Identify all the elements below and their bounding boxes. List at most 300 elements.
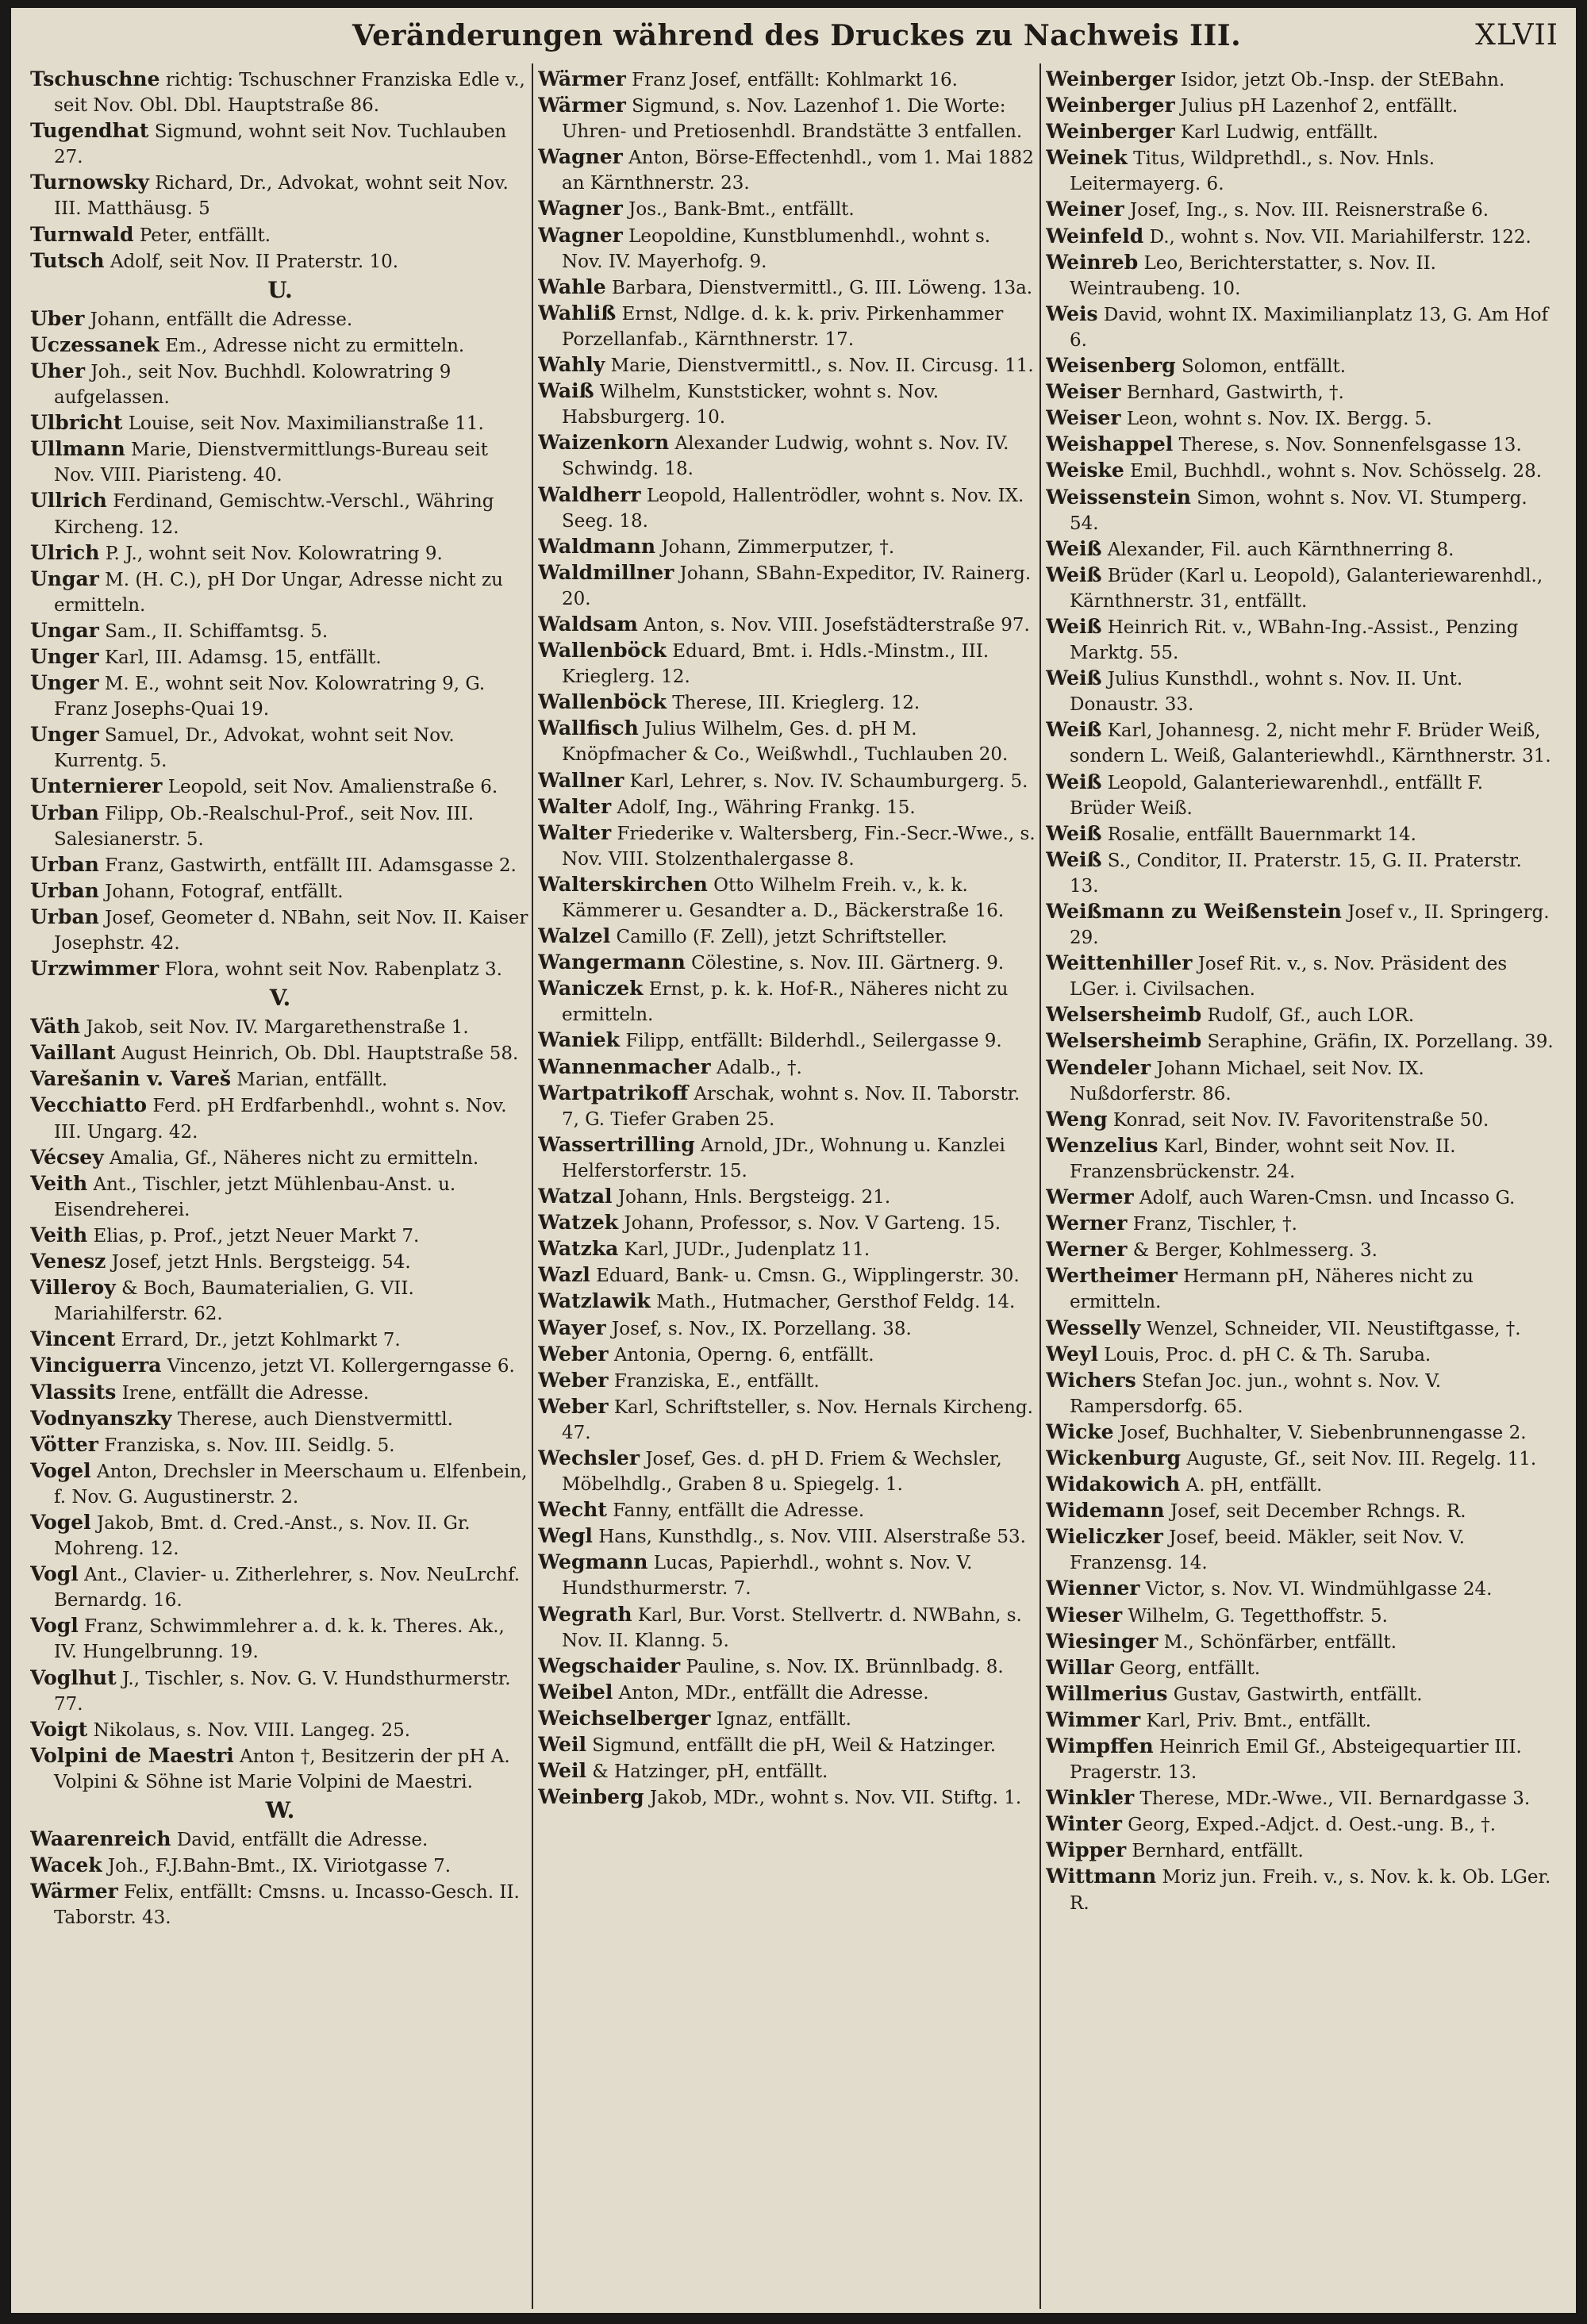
directory-entry — [538, 196, 1036, 222]
directory-entry — [538, 482, 1036, 534]
directory-entry — [30, 1093, 530, 1144]
column-1 — [30, 67, 530, 2308]
entry-details: Josef, jetzt Hnls. Bergsteigg. 54. — [111, 1252, 411, 1273]
entry-details: Josef Rit. v., s. Nov. Präsident des LGer. i. Civilsachen. — [1070, 954, 1508, 1001]
entry-details: Wilhelm, G. Tegetthoffstr. 5. — [1128, 1605, 1388, 1627]
entry-details: David, entfällt die Adresse. — [176, 1830, 428, 1850]
entry-details: Josef, Geometer d. NBahn, seit Nov. II. Kaiser Josephstr. 42. — [54, 907, 528, 954]
entry-details: Isidor, jetzt Ob.-Insp. der StEBahn. — [1181, 70, 1505, 90]
entry-details: Sigmund, entfällt die pH, Weil & Hatzinger. — [592, 1735, 997, 1756]
directory-entry — [1046, 847, 1554, 899]
entry-details: Em., Adresse nicht zu ermitteln. — [165, 335, 465, 356]
entry-details: Josef, Ges. d. pH D. Friem & Wechsler, Möbelhdlg., Graben 8 u. Spiegelg. 1. — [562, 1448, 1002, 1496]
directory-entry — [538, 976, 1036, 1028]
entry-details: Bernhard, entfällt. — [1132, 1841, 1304, 1862]
entry-details: & Boch, Baumaterialien, G. VII. Mariahilferstr. 62. — [54, 1278, 414, 1325]
entry-details: Titus, Wildprethdl., s. Nov. Hnls. Leitermayerg. 6. — [1070, 148, 1435, 195]
directory-entry — [538, 1368, 1036, 1394]
entry-details: Joh., F.J.Bahn-Bmt., IX. Viriotgasse 7. — [107, 1856, 452, 1877]
entry-surname: Wieser — [1046, 1603, 1123, 1627]
entry-surname: Wazl — [538, 1263, 590, 1287]
directory-entry — [30, 1380, 530, 1406]
entry-surname: Weinfeld — [1046, 224, 1144, 248]
entry-details: Karl Ludwig, entfällt. — [1181, 122, 1378, 144]
entry-details: Louis, Proc. d. pH C. & Th. Saruba. — [1104, 1344, 1431, 1366]
directory-entry — [1046, 770, 1554, 821]
entry-details: Friederike v. Waltersberg, Fin.-Secr.-Wwe., s. Nov. VIII. Stolzenthalergasse 8. — [562, 823, 1036, 870]
entry-surname: Weiß — [1046, 563, 1102, 586]
directory-entry — [1046, 1681, 1554, 1707]
directory-entry — [538, 144, 1036, 196]
entry-surname: Wipper — [1046, 1838, 1127, 1862]
entry-surname: Wittmann — [1046, 1865, 1157, 1888]
directory-entry — [538, 378, 1036, 430]
entry-surname: Väth — [30, 1015, 81, 1039]
entry-surname: Wacek — [30, 1853, 102, 1877]
page-number: XLVII — [1475, 19, 1558, 52]
entry-surname: Weng — [1046, 1107, 1108, 1131]
entry-surname: Weiß — [1046, 614, 1102, 638]
entry-details: Therese, III. Krieglerg. 12. — [672, 693, 920, 714]
entry-surname: Wermer — [1046, 1185, 1134, 1209]
entry-details: Ant., Tischler, jetzt Mühlenbau-Anst. u. Eisendreherei. — [54, 1174, 456, 1220]
entry-details: Eduard, Bmt. i. Hdls.-Minstm., III. Krieglerg. 12. — [562, 641, 989, 688]
entry-details: Jakob, seit Nov. IV. Margarethenstraße 1. — [86, 1017, 469, 1039]
directory-entry — [1046, 250, 1554, 302]
entry-surname: Ulbricht — [30, 411, 123, 435]
directory-entry — [538, 67, 1036, 93]
directory-entry — [538, 223, 1036, 275]
entry-details: Peter, entfällt. — [139, 225, 271, 246]
directory-entry — [30, 436, 530, 488]
directory-entry — [538, 1732, 1036, 1758]
entry-details: Camillo (F. Zell), jetzt Schriftsteller. — [616, 927, 947, 948]
entry-details: Hermann pH, Näheres nicht zu ermitteln. — [1070, 1266, 1474, 1313]
directory-entry — [30, 410, 530, 436]
entry-details: Ferd. pH Erdfarbenhdl., wohnt s. Nov. III. Ungarg. 42. — [54, 1096, 507, 1143]
section-letter: W. — [265, 1797, 295, 1823]
directory-entry — [1046, 67, 1554, 93]
entry-details: Franz Josef, entfällt: Kohlmarkt 16. — [632, 70, 958, 90]
entry-details: Anton, Börse-Effectenhdl., vom 1. Mai 1882 an Kärnthnerstr. 23. — [562, 148, 1034, 194]
directory-entry — [30, 67, 530, 118]
directory-entry — [538, 1602, 1036, 1654]
entry-surname: Weinek — [1046, 146, 1128, 170]
entry-surname: Wallenböck — [538, 690, 667, 714]
directory-entry — [1046, 119, 1554, 145]
entry-surname: Weiß — [1046, 770, 1102, 793]
entry-surname: Vaillant — [30, 1041, 116, 1065]
directory-entry — [30, 222, 530, 248]
entry-details: Errard, Dr., jetzt Kohlmarkt 7. — [121, 1330, 401, 1351]
entry-surname: Waniek — [538, 1028, 621, 1052]
directory-entry — [538, 275, 1036, 301]
directory-entry — [538, 1184, 1036, 1210]
entry-surname: Wannenmacher — [538, 1054, 711, 1078]
entry-surname: Veith — [30, 1223, 88, 1247]
directory-entry — [1046, 1237, 1554, 1263]
entry-details: Math., Hutmacher, Gersthof Feldg. 14. — [656, 1292, 1016, 1313]
entry-details: Emil, Buchhdl., wohnt s. Nov. Schösselg. 28. — [1130, 461, 1543, 482]
directory-entry — [538, 93, 1036, 144]
entry-details: P. J., wohnt seit Nov. Kolowratring 9. — [105, 543, 443, 564]
entry-details: Louise, seit Nov. Maximilianstraße 11. — [128, 413, 484, 435]
entry-details: Georg, entfällt. — [1119, 1658, 1261, 1679]
entry-surname: Urban — [30, 905, 99, 928]
entry-details: Josef, Buchhalter, V. Siebenbrunnengasse 2. — [1119, 1422, 1527, 1443]
entry-details: Josef, Ing., s. Nov. III. Reisnerstraße 6. — [1130, 200, 1489, 221]
entry-surname: Urban — [30, 852, 99, 876]
entry-details: Heinrich Rit. v., WBahn-Ing.-Assist., Penzing Marktg. 55. — [1070, 617, 1519, 664]
entry-surname: Weinberger — [1046, 94, 1175, 117]
entry-details: Franz, Gastwirth, entfällt III. Adamsgasse 2. — [105, 855, 517, 876]
directory-entry — [30, 567, 530, 618]
entry-details: S., Conditor, II. Praterstr. 15, G. II. Praterstr. 13. — [1070, 850, 1522, 897]
directory-entry — [1046, 379, 1554, 405]
entry-details: Wilhelm, Kunststicker, wohnt s. Nov. Habsburgerg. 10. — [562, 382, 940, 428]
entry-surname: Turnwald — [30, 222, 134, 246]
page-title: Veränderungen während des Druckes zu Nachweis III. — [352, 19, 1242, 52]
entry-surname: Weisenberg — [1046, 354, 1176, 378]
directory-entry — [538, 1784, 1036, 1811]
entry-details: Anton †, Besitzerin der pH A. Volpini & Söhne ist Marie Volpini de Maestri. — [54, 1746, 510, 1792]
directory-entry — [538, 1758, 1036, 1784]
directory-entry — [30, 801, 530, 852]
directory-entry — [1046, 1498, 1554, 1524]
directory-entry — [30, 1879, 530, 1930]
entry-details: Gustav, Gastwirth, entfällt. — [1173, 1684, 1423, 1705]
entry-surname: Wegschaider — [538, 1654, 681, 1677]
directory-entry — [1046, 1864, 1554, 1915]
directory-entry — [1046, 145, 1554, 197]
entry-surname: Vinciguerra — [30, 1354, 162, 1377]
entry-details: Ernst, p. k. k. Hof-R., Näheres nicht zu ermitteln. — [562, 979, 1009, 1026]
directory-entry — [1046, 1811, 1554, 1838]
entry-surname: Weis — [1046, 302, 1098, 325]
entry-surname: Urzwimmer — [30, 957, 159, 981]
entry-surname: Wegrath — [538, 1602, 632, 1626]
entry-details: Johann, Professor, s. Nov. V Garteng. 15. — [624, 1213, 1001, 1235]
entry-details: Hans, Kunsthdlg., s. Nov. VIII. Alserstraße 53. — [598, 1527, 1026, 1548]
entry-details: Flora, wohnt seit Nov. Rabenplatz 3. — [164, 959, 502, 981]
entry-surname: Vogl — [30, 1614, 79, 1638]
directory-entry — [30, 1743, 530, 1795]
entry-details: Jakob, MDr., wohnt s. Nov. VII. Stiftg. 1. — [649, 1788, 1022, 1809]
entry-surname: Tutsch — [30, 248, 105, 272]
entry-surname: Wahle — [538, 275, 606, 298]
directory-entry — [1046, 458, 1554, 484]
entry-surname: Wegl — [538, 1524, 593, 1548]
directory-entry — [1046, 405, 1554, 432]
directory-entry — [30, 1717, 530, 1743]
directory-entry — [1046, 1185, 1554, 1211]
entry-surname: Weiß — [1046, 536, 1102, 560]
entry-surname: Villeroy — [30, 1276, 116, 1300]
entry-surname: Wesselly — [1046, 1316, 1141, 1339]
entry-surname: Varešanin v. Vareš — [30, 1067, 232, 1091]
entry-details: Karl, Binder, wohnt seit Nov. II. Franzensbrückenstr. 24. — [1070, 1135, 1456, 1182]
entry-surname: Weinreb — [1046, 250, 1139, 274]
entry-details: Felix, entfällt: Cmsns. u. Incasso-Gesch. II. Taborstr. 43. — [54, 1882, 520, 1929]
entry-surname: Waizenkorn — [538, 431, 670, 455]
entry-surname: Unger — [30, 671, 99, 695]
entry-surname: Ungar — [30, 567, 99, 590]
entry-details: Ignaz, entfällt. — [716, 1708, 851, 1730]
directory-page — [11, 8, 1576, 2313]
entry-details: Vincenzo, jetzt VI. Kollergerngasse 6. — [167, 1356, 515, 1377]
entry-details: Jakob, Bmt. d. Cred.-Anst., s. Nov. II. Gr. Mohreng. 12. — [54, 1512, 471, 1560]
entry-details: Johann Michael, seit Nov. IX. Nußdorferstr. 86. — [1070, 1058, 1424, 1104]
entry-surname: Ungar — [30, 618, 99, 642]
directory-entry — [538, 1680, 1036, 1706]
entry-details: Josef v., II. Springerg. 29. — [1070, 902, 1550, 949]
directory-entry — [1046, 302, 1554, 353]
entry-details: Jos., Bank-Bmt., entfällt. — [628, 199, 855, 221]
entry-surname: Wagner — [538, 145, 623, 169]
directory-entry — [538, 352, 1036, 378]
entry-surname: Waniczek — [538, 977, 644, 1001]
entry-details: Therese, MDr.-Wwe., VII. Bernardgasse 3. — [1139, 1788, 1531, 1810]
entry-details: Leopold, seit Nov. Amalienstraße 6. — [167, 777, 498, 798]
entry-surname: Walzel — [538, 924, 611, 948]
entry-details: Barbara, Dienstvermittl., G. III. Löweng. 13a. — [612, 277, 1033, 298]
directory-entry — [538, 612, 1036, 638]
entry-surname: Tschuschne — [30, 67, 160, 90]
entry-details: Amalia, Gf., Näheres nicht zu ermitteln. — [110, 1147, 479, 1169]
entry-surname: Wegmann — [538, 1550, 648, 1574]
entry-surname: Uczessanek — [30, 332, 159, 356]
directory-entry — [1046, 899, 1554, 951]
entry-surname: Urban — [30, 878, 99, 902]
entry-surname: Watzek — [538, 1211, 619, 1235]
entry-surname: Welsersheimb — [1046, 1029, 1202, 1053]
entry-surname: Wärmer — [30, 1880, 118, 1903]
entry-surname: Weiß — [1046, 666, 1102, 690]
entry-details: Lucas, Papierhdl., wohnt s. Nov. V. Hundsthurmerstr. 7. — [562, 1553, 973, 1600]
directory-entry — [30, 248, 530, 275]
entry-details: Fanny, entfällt die Adresse. — [613, 1500, 865, 1522]
entry-surname: Wichers — [1046, 1368, 1136, 1392]
entry-surname: Welsersheimb — [1046, 1003, 1202, 1027]
entry-details: Johann, Zimmerputzer, †. — [661, 536, 895, 558]
entry-surname: Wallfisch — [538, 716, 639, 740]
directory-entry — [30, 1613, 530, 1665]
directory-entry — [538, 1497, 1036, 1523]
directory-entry — [1046, 536, 1554, 563]
entry-surname: Tugendhat — [30, 119, 149, 143]
directory-entry — [30, 1432, 530, 1458]
directory-entry — [1046, 485, 1554, 536]
directory-entry — [1046, 1342, 1554, 1368]
entry-details: Konrad, seit Nov. IV. Favoritenstraße 50. — [1112, 1109, 1489, 1131]
directory-entry — [30, 1665, 530, 1717]
directory-entry — [1046, 1107, 1554, 1133]
entry-details: Marian, entfällt. — [236, 1070, 388, 1091]
entry-details: Irene, entfällt die Adresse. — [121, 1382, 370, 1404]
entry-details: Karl, Johannesg. 2, nicht mehr F. Brüder Weiß, sondern L. Weiß, Galanteriewhdl., Kärnthnerstr. 31. — [1070, 720, 1551, 767]
directory-entry — [538, 1210, 1036, 1236]
directory-entry — [30, 1853, 530, 1879]
entry-details: Josef, seit December Rchngs. R. — [1170, 1501, 1466, 1523]
directory-entry — [1046, 821, 1554, 847]
directory-entry — [30, 1040, 530, 1066]
entry-details: Julius Wilhelm, Ges. d. pH M. Knöpfmacher & Co., Weißwhdl., Tuchlauben 20. — [562, 719, 1009, 766]
directory-entry — [1046, 717, 1554, 769]
entry-details: Therese, auch Dienstvermittl. — [177, 1408, 453, 1430]
entry-surname: Voigt — [30, 1717, 88, 1741]
entry-surname: Waiß — [538, 379, 594, 403]
directory-entry — [30, 644, 530, 670]
directory-entry — [538, 1446, 1036, 1497]
entry-details: Arnold, JDr., Wohnung u. Kanzlei Helferstorferstr. 15. — [562, 1135, 1005, 1181]
entry-surname: Wayer — [538, 1316, 606, 1339]
directory-entry — [30, 1510, 530, 1561]
directory-entry — [1046, 1629, 1554, 1655]
entry-details: Joh., seit Nov. Buchhdl. Kolowratring 9 aufgelassen. — [54, 361, 452, 409]
entry-surname: Walter — [538, 794, 612, 818]
entry-surname: Vötter — [30, 1432, 98, 1456]
directory-entry — [30, 1353, 530, 1379]
entry-surname: Vodnyanszky — [30, 1406, 172, 1430]
directory-entry — [1046, 1316, 1554, 1342]
entry-surname: Weiser — [1046, 380, 1121, 404]
entry-details: Rudolf, Gf., auch LOR. — [1207, 1005, 1415, 1027]
entry-details: Pauline, s. Nov. IX. Brünnlbadg. 8. — [686, 1656, 1004, 1677]
entry-details: Franz, Tischler, †. — [1132, 1214, 1297, 1235]
entry-details: Samuel, Dr., Advokat, wohnt seit Nov. Kurrentg. 5. — [54, 725, 455, 772]
entry-details: Johann, Hnls. Bergsteigg. 21. — [617, 1187, 891, 1208]
directory-entry — [538, 716, 1036, 767]
entry-surname: Uber — [30, 306, 85, 330]
entry-surname: Vlassits — [30, 1380, 117, 1404]
entry-details: Elias, p. Prof., jetzt Neuer Markt 7. — [93, 1225, 420, 1247]
directory-entry — [538, 820, 1036, 872]
entry-surname: Wahly — [538, 353, 605, 377]
directory-entry — [1046, 197, 1554, 223]
directory-entry — [538, 1316, 1036, 1342]
entry-surname: Vogel — [30, 1458, 91, 1482]
entry-details: Leopold, Galanteriewarenhdl., entfällt F. Brüder Weiß. — [1070, 772, 1484, 819]
entry-details: Filipp, entfällt: Bilderhdl., Seilergasse 9. — [625, 1031, 1002, 1052]
entry-surname: Veith — [30, 1171, 88, 1195]
section-letter: V. — [269, 985, 291, 1012]
entry-details: Richard, Dr., Advokat, wohnt seit Nov. III. Matthäusg. 5 — [54, 173, 509, 220]
entry-surname: Weber — [538, 1394, 609, 1418]
directory-entry — [538, 1706, 1036, 1732]
entry-details: Karl, JUDr., Judenplatz 11. — [624, 1239, 870, 1261]
entry-surname: Werner — [1046, 1238, 1128, 1262]
entry-details: Leopoldine, Kunstblumenhdl., wohnt s. Nov. IV. Mayerhofg. 9. — [562, 225, 991, 272]
page-header — [11, 14, 1576, 59]
entry-details: Marie, Dienstvermittlungs-Bureau seit Nov. VIII. Piaristeng. 40. — [54, 440, 488, 486]
entry-details: & Berger, Kohlmesserg. 3. — [1132, 1240, 1378, 1262]
entry-surname: Weibel — [538, 1680, 613, 1704]
entry-details: Marie, Dienstvermittl., s. Nov. II. Circusg. 11. — [610, 355, 1034, 377]
entry-surname: Wartpatrikoff — [538, 1081, 689, 1104]
directory-entry — [1046, 614, 1554, 666]
directory-entry — [1046, 1446, 1554, 1472]
entry-surname: Uher — [30, 359, 86, 382]
directory-entry — [538, 872, 1036, 924]
entry-details: Leon, wohnt s. Nov. IX. Bergg. 5. — [1126, 409, 1432, 430]
entry-details: Stefan Joc. jun., wohnt s. Nov. V. Rampersdorfg. 65. — [1070, 1370, 1442, 1417]
entry-surname: Walterskirchen — [538, 872, 708, 896]
entry-details: richtig: Tschuschner Franziska Edle v., seit Nov. Obl. Dbl. Hauptstraße 86. — [54, 70, 525, 117]
directory-entry — [30, 1249, 530, 1275]
entry-surname: Wenzelius — [1046, 1133, 1159, 1157]
directory-entry — [30, 1171, 530, 1223]
directory-entry — [1046, 1576, 1554, 1602]
directory-entry — [30, 1561, 530, 1613]
directory-entry — [1046, 1472, 1554, 1498]
entry-details: D., wohnt s. Nov. VII. Mariahilferstr. 122. — [1149, 226, 1531, 248]
entry-details: Adalb., †. — [716, 1057, 802, 1078]
entry-surname: Wallner — [538, 768, 624, 792]
directory-entry — [538, 430, 1036, 482]
directory-entry — [538, 534, 1036, 560]
entry-surname: Unternierer — [30, 774, 163, 798]
directory-entry — [30, 878, 530, 905]
entry-details: Filipp, Ob.-Realschul-Prof., seit Nov. III. Salesianerstr. 5. — [54, 803, 475, 850]
directory-entry — [30, 118, 530, 170]
directory-entry — [538, 1654, 1036, 1680]
directory-entry — [1046, 1055, 1554, 1107]
directory-entry — [1046, 1785, 1554, 1811]
entry-details: Franz, Schwimmlehrer a. d. k. k. Theres. Ak., IV. Hungelbrunng. 19. — [54, 1616, 505, 1663]
entry-surname: Vogl — [30, 1562, 79, 1586]
directory-entry — [538, 1054, 1036, 1081]
entry-surname: Unger — [30, 723, 99, 747]
entry-details: Franziska, E., entfällt. — [613, 1370, 820, 1392]
directory-entry — [30, 1145, 530, 1171]
directory-entry — [1046, 93, 1554, 119]
entry-details: Adolf, Ing., Währing Frankg. 15. — [617, 797, 916, 818]
entry-surname: Wagner — [538, 223, 623, 247]
entry-surname: Ulrich — [30, 540, 100, 564]
directory-entry — [1046, 432, 1554, 458]
directory-entry — [30, 905, 530, 956]
entry-details: Georg, Exped.-Adjct. d. Oest.-ung. B., †. — [1128, 1815, 1497, 1836]
entry-details: Johann, entfällt die Adresse. — [90, 309, 353, 330]
entry-surname: Weil — [538, 1759, 586, 1783]
directory-entry — [538, 1550, 1036, 1601]
entry-details: Sam., II. Schiffamtsg. 5. — [105, 620, 329, 642]
column-3 — [1046, 67, 1554, 2308]
directory-entry — [30, 540, 530, 567]
entry-surname: Weiner — [1046, 198, 1124, 221]
entry-surname: Werner — [1046, 1212, 1128, 1235]
column-divider — [1039, 63, 1041, 2309]
entry-surname: Wärmer — [538, 67, 626, 90]
entry-surname: Vecchiatto — [30, 1093, 148, 1117]
directory-entry — [30, 170, 530, 221]
entry-surname: Wieliczker — [1046, 1525, 1163, 1549]
entry-surname: Wicke — [1046, 1419, 1114, 1443]
entry-details: August Heinrich, Ob. Dbl. Hauptstraße 58. — [121, 1043, 519, 1065]
directory-entry — [30, 332, 530, 359]
entry-details: Anton, Drechsler in Meerschaum u. Elfenbein, f. Nov. G. Augustinerstr. 2. — [54, 1461, 528, 1508]
entry-details: Leopold, Hallentrödler, wohnt s. Nov. IX. Seeg. 18. — [562, 485, 1024, 532]
entry-surname: Turnowsky — [30, 171, 149, 194]
entry-details: Sigmund, wohnt seit Nov. Tuchlauben 27. — [54, 121, 507, 168]
entry-details: Cölestine, s. Nov. III. Gärtnerg. 9. — [691, 953, 1005, 974]
directory-entry — [1046, 1707, 1554, 1734]
entry-details: Brüder (Karl u. Leopold), Galanteriewarenhdl., Kärnthnerstr. 31, entfällt. — [1070, 565, 1543, 612]
directory-entry — [30, 618, 530, 644]
entry-details: Karl, Schriftsteller, s. Nov. Hernals Kircheng. 47. — [562, 1396, 1033, 1443]
directory-entry — [30, 306, 530, 332]
directory-entry — [1046, 1838, 1554, 1864]
